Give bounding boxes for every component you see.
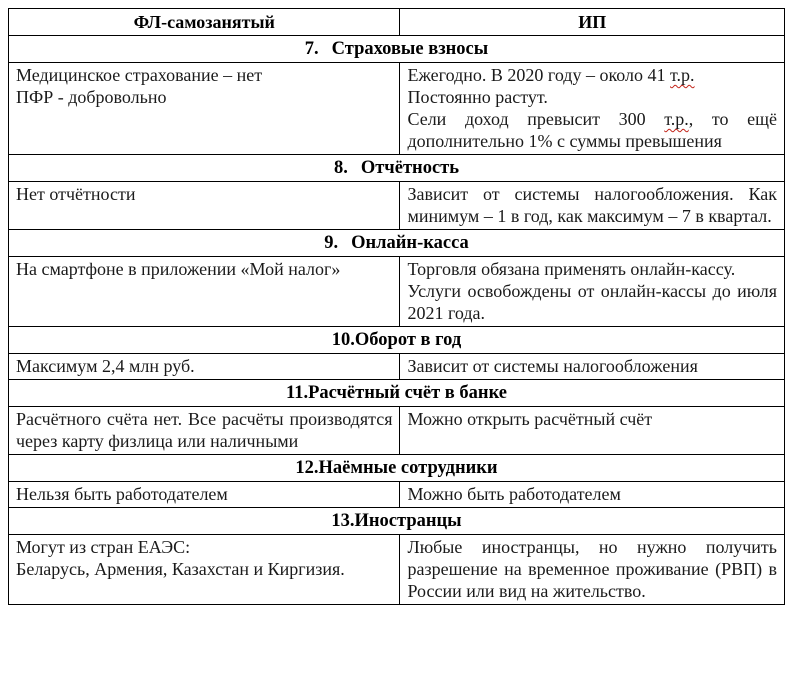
paragraph: [16, 536, 392, 558]
cell-fl-samozanyatyi[interactable]: [9, 257, 400, 327]
table-header-row: [9, 9, 785, 36]
text-segment: Услуги освобождены от онлайн-кассы до июля 2021 года.: [407, 281, 777, 323]
section-number: 13.: [331, 511, 355, 531]
text-segment: Можно открыть расчётный счёт: [407, 409, 653, 429]
cell-fl-samozanyatyi[interactable]: [9, 182, 400, 230]
cell-fl-samozanyatyi[interactable]: [9, 354, 400, 380]
section-title-cell[interactable]: [9, 380, 785, 407]
content-row: [9, 182, 785, 230]
section-header-row: [9, 155, 785, 182]
text-segment: Можно быть работодателем: [407, 484, 621, 504]
text-segment: Медицинское страхование – нет: [16, 65, 263, 85]
paragraph: [16, 355, 392, 377]
paragraph: [407, 64, 777, 86]
section-title-cell[interactable]: [9, 36, 785, 63]
section-title: Наёмные сотрудники: [318, 458, 498, 478]
misspelled-word: т.р.: [664, 109, 689, 129]
text-segment: Расчётного счёта нет. Все расчёты производятся через карту физлица или наличными: [16, 409, 393, 451]
paragraph: [16, 86, 392, 108]
cell-fl-samozanyatyi[interactable]: [9, 407, 400, 455]
text-segment: На смартфоне в приложении «Мой налог»: [16, 259, 341, 279]
cell-fl-samozanyatyi[interactable]: [9, 535, 400, 605]
text-segment: Зависит от системы налогообложения. Как минимум – 1 в год, как максимум – 7 в квартал.: [407, 184, 777, 226]
paragraph: [407, 183, 777, 227]
section-header-row: [9, 508, 785, 535]
paragraph: [16, 483, 392, 505]
misspelled-word: т.р.: [670, 65, 695, 85]
paragraph: [407, 408, 777, 430]
section-number: 12.: [295, 458, 319, 478]
cell-ip[interactable]: [400, 354, 785, 380]
section-title: Отчётность: [360, 158, 460, 178]
section-title: Иностранцы: [354, 511, 462, 531]
paragraph: [407, 355, 777, 377]
section-number: 8.: [333, 158, 348, 178]
cell-ip[interactable]: [400, 482, 785, 508]
text-segment: Максимум 2,4 млн руб.: [16, 356, 195, 376]
cell-ip[interactable]: [400, 257, 785, 327]
paragraph: [16, 258, 392, 280]
cell-fl-samozanyatyi[interactable]: [9, 482, 400, 508]
content-row: [9, 354, 785, 380]
text-segment: Сели доход превысит 300: [407, 109, 665, 129]
text-segment: Нельзя быть работодателем: [16, 484, 228, 504]
content-row: [9, 482, 785, 508]
cell-ip[interactable]: [400, 182, 785, 230]
paragraph: [407, 536, 777, 602]
text-segment: , то ещё дополнительно 1% с суммы превышения: [407, 109, 777, 151]
text-segment: Торговля обязана применять онлайн-кассу.: [407, 259, 736, 279]
text-segment: Любые иностранцы, но нужно получить разрешение на временное проживание (РВП) в России или вид на жительство.: [407, 537, 777, 601]
text-segment: Нет отчётности: [16, 184, 136, 204]
paragraph: [16, 64, 392, 86]
section-number: 10.: [331, 330, 355, 350]
comparison-table: [8, 8, 785, 605]
section-number: 7.: [304, 39, 319, 59]
section-header-row: [9, 455, 785, 482]
paragraph: [407, 86, 777, 108]
section-title: Страховые взносы: [331, 39, 489, 59]
section-title-cell[interactable]: [9, 327, 785, 354]
text-segment: Зависит от системы налогообложения: [407, 356, 698, 376]
content-row: [9, 63, 785, 155]
content-row: [9, 535, 785, 605]
text-segment: ПФР - добровольно: [16, 87, 167, 107]
section-title-cell[interactable]: [9, 230, 785, 257]
cell-ip[interactable]: [400, 407, 785, 455]
text-segment: Постоянно растут.: [407, 87, 548, 107]
section-header-row: [9, 327, 785, 354]
section-title: Расчётный счёт в банке: [308, 383, 507, 403]
cell-ip[interactable]: [400, 535, 785, 605]
paragraph: [407, 280, 777, 324]
section-header-row: [9, 36, 785, 63]
section-title-cell[interactable]: [9, 455, 785, 482]
column-header-fl-samozanyatyi[interactable]: ФЛ-самозанятый: [9, 9, 400, 36]
text-segment: Беларусь, Армения, Казахстан и Киргизия.: [16, 559, 345, 579]
text-segment: Могут из стран ЕАЭС:: [16, 537, 191, 557]
section-header-row: [9, 380, 785, 407]
cell-ip[interactable]: [400, 63, 785, 155]
section-title-cell[interactable]: [9, 155, 785, 182]
section-title: Оборот в год: [354, 330, 462, 350]
paragraph: [407, 108, 777, 152]
section-header-row: [9, 230, 785, 257]
section-number: 11.: [285, 383, 309, 403]
paragraph: [407, 483, 777, 505]
paragraph: [407, 258, 777, 280]
text-segment: Ежегодно. В 2020 году – около 41: [407, 65, 671, 85]
paragraph: [16, 183, 392, 205]
content-row: [9, 257, 785, 327]
paragraph: [16, 408, 392, 452]
content-row: [9, 407, 785, 455]
section-title: Онлайн-касса: [351, 233, 469, 253]
cell-fl-samozanyatyi[interactable]: [9, 63, 400, 155]
column-header-ip[interactable]: ИП: [400, 9, 785, 36]
section-title-cell[interactable]: [9, 508, 785, 535]
paragraph: [16, 558, 392, 580]
section-number: 9.: [324, 233, 339, 253]
